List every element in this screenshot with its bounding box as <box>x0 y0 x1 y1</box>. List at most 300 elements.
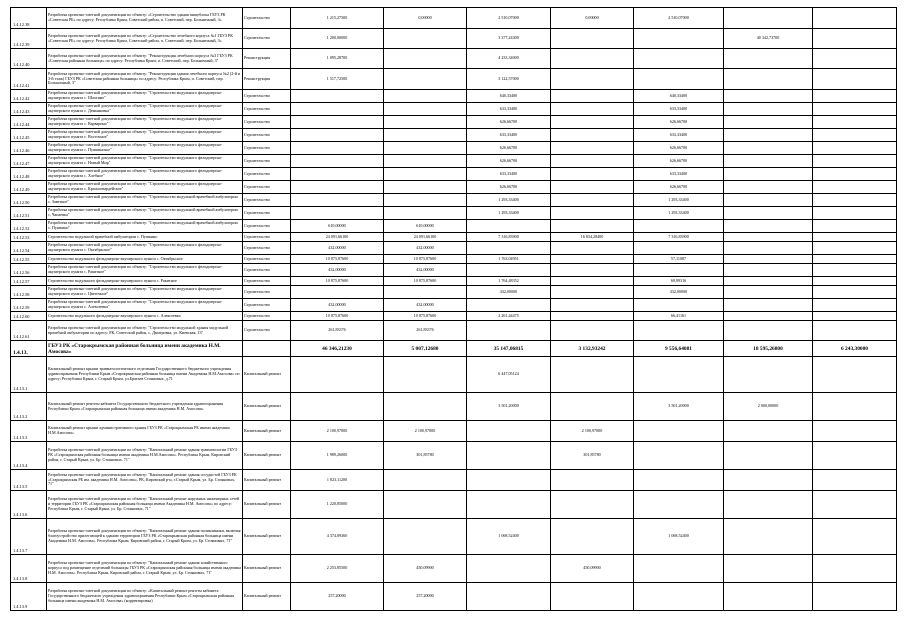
amount-cell: 1 293,33400 <box>634 207 724 220</box>
amount-cell: 2 000,00000 <box>724 393 813 421</box>
amount-cell <box>551 242 634 255</box>
amount-cell <box>724 286 813 299</box>
description-cell: Строительство модульного фельдшерско-акушерского пункта с. Ракитное <box>47 277 243 286</box>
row-number-cell: 1.4.13.1 <box>11 357 47 393</box>
work-type-cell: Реконструкция <box>243 49 291 69</box>
amount-cell <box>724 233 813 242</box>
amount-cell <box>724 103 813 116</box>
amount-cell: 40 342,73700 <box>724 29 813 49</box>
amount-cell <box>724 421 813 442</box>
table-row <box>11 583 897 611</box>
row-number-cell: 1.4.13. <box>11 341 47 357</box>
amount-cell: 3 377,24300 <box>467 29 551 49</box>
work-type-cell: Строительство <box>243 299 291 312</box>
amount-cell: 626,66700 <box>634 155 724 168</box>
description-cell: Разработка проектно-сметной документации по объекту: "Капитальный ремонт здания поликлиники, включая благоустройство прилегающей к зданию территории ГБУЗ РК «Старокрымская районная больница имени Академика Н.М. Амосова». Республика Крым, Кировский район, г. Старый Крым, ул. Бр. Стояновых, 71" <box>47 519 243 555</box>
amount-cell <box>634 242 724 255</box>
description-cell: Разработка проектно-сметной документации по объекту: "Капитальный ремонт здания травматологии ГБУЗ РК «Старокрымская районная больница имени академика Н.М.Амосова». Республика Крым, Кировский район, г. Старый Крым, ул. Бр. Стояновых, 71" <box>47 442 243 470</box>
amount-cell <box>813 421 897 442</box>
amount-cell: 57,11087 <box>634 255 724 264</box>
amount-cell <box>384 116 467 129</box>
description-cell: Разработка проектно-сметной документации по объекту: "Строительство модульного фельдшерско-акушерского пункта с. Красногвардейское" <box>47 181 243 194</box>
amount-cell <box>467 242 551 255</box>
row-number-cell: 1.4.12.56 <box>11 264 47 277</box>
amount-cell: 10 875,87600 <box>384 255 467 264</box>
amount-cell <box>551 155 634 168</box>
table-row <box>11 142 897 155</box>
work-type-cell: Строительство <box>243 286 291 299</box>
amount-cell <box>724 264 813 277</box>
amount-cell: 24 091,66100 <box>291 233 384 242</box>
amount-cell: 1 068,52400 <box>467 519 551 555</box>
amount-cell <box>634 49 724 69</box>
work-type-cell: Капитальный ремонт <box>243 470 291 491</box>
work-type-cell: Капитальный ремонт <box>243 442 291 470</box>
amount-cell <box>724 299 813 312</box>
amount-cell: 432,00000 <box>634 286 724 299</box>
amount-cell: 626,66700 <box>634 116 724 129</box>
work-type-cell: Строительство <box>243 255 291 264</box>
amount-cell <box>813 155 897 168</box>
amount-cell <box>551 220 634 233</box>
row-number-cell: 1.4.12.46 <box>11 142 47 155</box>
amount-cell <box>634 69 724 90</box>
amount-cell: 610,00000 <box>384 220 467 233</box>
table-row <box>11 168 897 181</box>
table-row <box>11 90 897 103</box>
row-number-cell: 1.4.12.51 <box>11 207 47 220</box>
description-cell: Разработка проектно-сметной документации по объекту: "Строительство модульного фельдшерско-акушерского пункта с. Восточное" <box>47 129 243 142</box>
work-type-cell: Строительство <box>243 233 291 242</box>
amount-cell: 3 132,93242 <box>551 341 634 357</box>
description-cell: Строительство модульной врачебной амбулатории с. Пушкино <box>47 233 243 242</box>
amount-cell: 626,66700 <box>467 116 551 129</box>
amount-cell: 16 834,28400 <box>551 233 634 242</box>
amount-cell <box>724 8 813 29</box>
amount-cell <box>467 264 551 277</box>
amount-cell <box>813 181 897 194</box>
table-row <box>11 264 897 277</box>
amount-cell <box>813 491 897 519</box>
description-cell: Разработка проектно-сметной документации по объекту: "Строительство модульного фельдшерско-акушерского пункта с. Пушкинское" <box>47 142 243 155</box>
table-row <box>11 321 897 341</box>
amount-cell: 1 764,48352 <box>467 277 551 286</box>
amount-cell <box>813 116 897 129</box>
amount-cell: 5 007,12680 <box>384 341 467 357</box>
amount-cell <box>384 103 467 116</box>
amount-cell <box>467 442 551 470</box>
amount-cell <box>813 519 897 555</box>
amount-cell: 2 253,85500 <box>291 555 384 583</box>
amount-cell: 432,00000 <box>384 299 467 312</box>
amount-cell <box>384 286 467 299</box>
row-number-cell: 1.4.12.40 <box>11 49 47 69</box>
amount-cell <box>384 357 467 393</box>
table-row <box>11 357 897 393</box>
amount-cell <box>813 194 897 207</box>
amount-cell <box>634 442 724 470</box>
amount-cell <box>551 168 634 181</box>
description-cell: Разработка проектно-сметной документации по объекту: "Строительство модульного фельдшерско-акушерского пункта с. Демьяновка" <box>47 103 243 116</box>
amount-cell: 2 510,07000 <box>467 8 551 29</box>
amount-cell <box>291 181 384 194</box>
table-row <box>11 277 897 286</box>
row-number-cell: 1.4.12.50 <box>11 194 47 207</box>
amount-cell: 2 100,97000 <box>384 421 467 442</box>
amount-cell <box>551 255 634 264</box>
description-cell: Строительство модульного фельдшерско-акушерского пункта с. Октябрьское <box>47 255 243 264</box>
amount-cell <box>724 312 813 321</box>
description-cell: Разработка проектно-сметной документации по объекту: "Строительство модульного фельдшерско-акушерского пункта с. Цветочное" <box>47 286 243 299</box>
work-type-cell: Строительство <box>243 90 291 103</box>
amount-cell: 633,33400 <box>634 168 724 181</box>
row-number-cell: 1.4.13.2 <box>11 393 47 421</box>
amount-cell <box>384 519 467 555</box>
amount-cell: 10 875,87600 <box>384 312 467 321</box>
amount-cell <box>551 277 634 286</box>
amount-cell: 1 068,52400 <box>634 519 724 555</box>
work-type-cell: Строительство <box>243 168 291 181</box>
amount-cell <box>813 255 897 264</box>
work-type-cell: Строительство <box>243 312 291 321</box>
row-number-cell: 1.4.12.44 <box>11 116 47 129</box>
amount-cell <box>813 393 897 421</box>
table-row <box>11 207 897 220</box>
work-type-cell: Строительство <box>243 129 291 142</box>
amount-cell <box>384 491 467 519</box>
budget-table <box>10 7 897 611</box>
amount-cell: 1 293,33400 <box>467 194 551 207</box>
amount-cell <box>724 470 813 491</box>
row-number-cell: 1.4.12.49 <box>11 181 47 194</box>
description-cell: Капитальный ремонт крыши административного здания ГБУЗ РК «Старокрымская РБ имени академика Н.М.Амосова» <box>47 421 243 442</box>
amount-cell: 626,66700 <box>634 181 724 194</box>
amount-cell <box>813 583 897 611</box>
amount-cell <box>724 491 813 519</box>
row-number-cell: 1.4.12.59 <box>11 299 47 312</box>
table-row <box>11 8 897 29</box>
amount-cell: 24 091,66100 <box>384 233 467 242</box>
amount-cell <box>291 393 384 421</box>
table-row <box>11 103 897 116</box>
amount-cell: 640,33400 <box>634 90 724 103</box>
amount-cell <box>291 357 384 393</box>
amount-cell <box>467 583 551 611</box>
amount-cell <box>724 277 813 286</box>
amount-cell: 301,85780 <box>384 442 467 470</box>
work-type-cell: Строительство <box>243 142 291 155</box>
amount-cell <box>813 277 897 286</box>
work-type-cell <box>243 341 291 357</box>
table-row <box>11 233 897 242</box>
amount-cell: 626,66700 <box>467 142 551 155</box>
row-number-cell: 1.4.13.5 <box>11 470 47 491</box>
amount-cell: 2 261,44475 <box>467 312 551 321</box>
description-cell: Разработка проектно-сметной документации по объекту: "Строительство модульного фельдшерско-акушерского пункта с. Алексеевка" <box>47 299 243 312</box>
amount-cell: 6 447,05124 <box>467 357 551 393</box>
amount-cell: 640,33400 <box>467 90 551 103</box>
row-number-cell: 1.4.12.60 <box>11 312 47 321</box>
table-body <box>11 8 897 611</box>
work-type-cell: Строительство <box>243 242 291 255</box>
amount-cell <box>724 442 813 470</box>
table-row <box>11 286 897 299</box>
row-number-cell: 1.4.12.47 <box>11 155 47 168</box>
amount-cell <box>724 321 813 341</box>
amount-cell <box>813 142 897 155</box>
amount-cell: 1 517,72500 <box>291 69 384 90</box>
row-number-cell: 1.4.13.3 <box>11 421 47 442</box>
amount-cell <box>551 90 634 103</box>
row-number-cell: 1.4.13.8 <box>11 555 47 583</box>
amount-cell <box>813 233 897 242</box>
amount-cell <box>467 491 551 519</box>
amount-cell: 257,20000 <box>291 583 384 611</box>
row-number-cell: 1.4.12.55 <box>11 255 47 264</box>
amount-cell <box>724 116 813 129</box>
amount-cell <box>813 312 897 321</box>
amount-cell: 450,09900 <box>551 555 634 583</box>
amount-cell <box>724 220 813 233</box>
amount-cell <box>551 312 634 321</box>
description-cell: Разработка проектно-сметной документации по объекту: "Строительство модульного фельдшерско-акушерского пункта с. Варварино" <box>47 116 243 129</box>
amount-cell: 1 763,04951 <box>467 255 551 264</box>
amount-cell <box>384 49 467 69</box>
amount-cell <box>551 207 634 220</box>
amount-cell <box>551 49 634 69</box>
work-type-cell: Реконструкция <box>243 69 291 90</box>
amount-cell <box>724 90 813 103</box>
amount-cell <box>813 49 897 69</box>
amount-cell <box>634 357 724 393</box>
amount-cell <box>724 129 813 142</box>
amount-cell: 0,00000 <box>551 8 634 29</box>
table-row <box>11 29 897 49</box>
row-number-cell: 1.4.12.53 <box>11 233 47 242</box>
description-cell: Разработка проектно-сметной документации по объекту: "Капитальный ремонт здания сосудистой ГБУЗ РК «Старокрымская РБ им. академика Н.М. Амосова», РК, Кировский р-н, г.Старый Крым, ул. Бр. Стояновых, 71" <box>47 470 243 491</box>
amount-cell <box>291 103 384 116</box>
amount-cell: 1 293,33400 <box>467 207 551 220</box>
amount-cell: 10 875,87600 <box>291 312 384 321</box>
table-row <box>11 299 897 312</box>
amount-cell <box>291 207 384 220</box>
amount-cell: 450,09900 <box>384 555 467 583</box>
row-number-cell: 1.4.12.38 <box>11 8 47 29</box>
table-row <box>11 519 897 555</box>
work-type-cell: Строительство <box>243 103 291 116</box>
description-cell: Разработка проектно-сметной документации по объекту: «Строительство лечебного корпуса №1 ГБУЗ РК «Советская РБ» по адресу: Республика Крым, Советский район, п. Советский, пер. Больничный, 3» <box>47 29 243 49</box>
amount-cell: 432,00000 <box>291 264 384 277</box>
amount-cell <box>634 421 724 442</box>
table-row <box>11 181 897 194</box>
amount-cell <box>724 142 813 155</box>
amount-cell <box>384 393 467 421</box>
work-type-cell: Строительство <box>243 220 291 233</box>
work-type-cell: Капитальный ремонт <box>243 583 291 611</box>
amount-cell <box>291 142 384 155</box>
amount-cell <box>551 393 634 421</box>
work-type-cell: Капитальный ремонт <box>243 393 291 421</box>
amount-cell: 1 293,33400 <box>634 194 724 207</box>
amount-cell: 0,00000 <box>384 8 467 29</box>
amount-cell <box>813 129 897 142</box>
table-row <box>11 194 897 207</box>
amount-cell <box>813 242 897 255</box>
amount-cell <box>634 491 724 519</box>
work-type-cell: Строительство <box>243 264 291 277</box>
description-cell: Капитальный ремонт крыши травматологического отделения Государственного бюджетного учреждения здравоохранения Республики Крым «Старокрымская районная больница имени Академика Н.М.Амосова» по адресу: Республика Крым, г. Старый Крым, ул.Братьев Стояновых, д.71 <box>47 357 243 393</box>
table-row <box>11 49 897 69</box>
amount-cell <box>551 181 634 194</box>
amount-cell: 7 316,83900 <box>467 233 551 242</box>
description-cell: Разработка проектно-сметной документации по объекту: "Строительство модульного фельдшерско-акушерского пункта с. Октябрьское" <box>47 242 243 255</box>
amount-cell: 18 595,26800 <box>724 341 813 357</box>
amount-cell: 2 100,97000 <box>551 421 634 442</box>
amount-cell <box>551 583 634 611</box>
amount-cell <box>291 194 384 207</box>
work-type-cell: Строительство <box>243 181 291 194</box>
description-cell: Разработка проектно-сметной документации по объекту: "Реконструкция здания лечебного корпуса №2 (2-й и 3-й этаж) ГБУЗ РК «Советская районная больница» по адресу: Республика Крым, п. Советский, пер. Больничный, 3" <box>47 69 243 90</box>
amount-cell <box>384 470 467 491</box>
document-page <box>10 7 896 611</box>
amount-cell: 1 200,00000 <box>291 29 384 49</box>
amount-cell <box>291 90 384 103</box>
row-number-cell: 1.4.12.61 <box>11 321 47 341</box>
amount-cell <box>291 286 384 299</box>
amount-cell <box>724 155 813 168</box>
amount-cell <box>813 168 897 181</box>
row-number-cell: 1.4.12.57 <box>11 277 47 286</box>
amount-cell <box>384 181 467 194</box>
amount-cell: 6 243,30000 <box>813 341 897 357</box>
amount-cell <box>813 321 897 341</box>
work-type-cell: Капитальный ремонт <box>243 357 291 393</box>
description-cell: Разработка проектно-сметной документации по объекту: «Строительство здания пищеблока ГБУЗ РК «Советская РБ» по адресу: Республика Крым, Советский район, п. Советский, пер. Больничный, 3» <box>47 8 243 29</box>
amount-cell: 10 875,87600 <box>291 277 384 286</box>
amount-cell <box>813 8 897 29</box>
amount-cell <box>467 321 551 341</box>
amount-cell <box>634 264 724 277</box>
amount-cell <box>813 103 897 116</box>
amount-cell <box>724 194 813 207</box>
amount-cell <box>813 286 897 299</box>
amount-cell: 46 346,21230 <box>291 341 384 357</box>
table-row <box>11 116 897 129</box>
amount-cell: 66,41161 <box>634 312 724 321</box>
description-cell: ГБУЗ РК «Старокрымская районная больница имени академика Н.М. Амосова» <box>47 341 243 357</box>
table-row <box>11 491 897 519</box>
amount-cell <box>813 220 897 233</box>
amount-cell <box>551 142 634 155</box>
amount-cell <box>551 29 634 49</box>
description-cell: Разработка проектно-сметной документации по объекту: "Строительство модульного фельдшерско-акушерского пункта с. Хлебное" <box>47 168 243 181</box>
amount-cell: 69,99316 <box>634 277 724 286</box>
amount-cell <box>551 491 634 519</box>
amount-cell <box>813 555 897 583</box>
amount-cell <box>724 168 813 181</box>
description-cell: Разработка проектно-сметной документации по объекту: "Капитальный ремонт здания хозяйственного корпуса под размещение отделений больницы ГБУЗ РК «Старокрымская районная больница имени академика Н.М. Амосова». Республика Крым, Кировский район, г. Старый Крым, ул. Бр. Стояновых, 71" <box>47 555 243 583</box>
amount-cell <box>724 207 813 220</box>
description-cell: Разработка проектно-сметной документации по объекту: "Строительство модульной врачебной амбулатории с. Чапаевка" <box>47 207 243 220</box>
amount-cell <box>551 321 634 341</box>
work-type-cell: Строительство <box>243 194 291 207</box>
description-cell: Разработка проектно-сметной документации по объекту: "Строительство модульного фельдшерско-акушерского пункта с. Ракитное" <box>47 264 243 277</box>
work-type-cell: Капитальный ремонт <box>243 491 291 519</box>
amount-cell: 261,83376 <box>291 321 384 341</box>
row-number-cell: 1.4.12.42 <box>11 90 47 103</box>
work-type-cell: Строительство <box>243 29 291 49</box>
row-number-cell: 1.4.12.54 <box>11 242 47 255</box>
description-cell: Разработка проектно-сметной документации по объекту: "Строительство модульной здания модульной врачебной амбулатории по адресу: РК, Советский район, с. Дмитровка, ул. Киевская, 13" <box>47 321 243 341</box>
row-number-cell: 1.4.12.41 <box>11 69 47 90</box>
amount-cell <box>634 583 724 611</box>
amount-cell: 261,83376 <box>384 321 467 341</box>
amount-cell <box>551 470 634 491</box>
amount-cell: 4 374,09360 <box>291 519 384 555</box>
amount-cell <box>813 207 897 220</box>
amount-cell <box>551 286 634 299</box>
table-row <box>11 155 897 168</box>
amount-cell: 3 501,20000 <box>467 393 551 421</box>
table-row <box>11 470 897 491</box>
amount-cell: 2 100,97000 <box>291 421 384 442</box>
table-row <box>11 442 897 470</box>
amount-cell <box>291 129 384 142</box>
amount-cell: 1 215,27500 <box>291 8 384 29</box>
amount-cell: 2 510,07000 <box>634 8 724 29</box>
amount-cell: 1 095,28700 <box>291 49 384 69</box>
row-number-cell: 1.4.12.48 <box>11 168 47 181</box>
amount-cell <box>813 299 897 312</box>
amount-cell <box>384 90 467 103</box>
work-type-cell: Капитальный ремонт <box>243 519 291 555</box>
amount-cell <box>813 264 897 277</box>
amount-cell: 633,33400 <box>467 103 551 116</box>
amount-cell <box>291 116 384 129</box>
amount-cell: 626,66700 <box>634 142 724 155</box>
amount-cell <box>724 49 813 69</box>
table-row <box>11 312 897 321</box>
amount-cell: 610,00000 <box>291 220 384 233</box>
table-row <box>11 242 897 255</box>
amount-cell <box>384 207 467 220</box>
amount-cell <box>467 470 551 491</box>
amount-cell: 432,00000 <box>291 242 384 255</box>
amount-cell <box>813 357 897 393</box>
amount-cell <box>724 357 813 393</box>
amount-cell <box>467 555 551 583</box>
amount-cell <box>724 583 813 611</box>
description-cell: Разработка проектно-сметной документации по объекту: "Строительство модульной врачебной амбулатории с. Пушкино" <box>47 220 243 233</box>
amount-cell <box>551 103 634 116</box>
row-number-cell: 1.4.13.9 <box>11 583 47 611</box>
amount-cell <box>724 242 813 255</box>
amount-cell <box>291 168 384 181</box>
amount-cell: 1 220,85000 <box>291 491 384 519</box>
amount-cell <box>384 69 467 90</box>
row-number-cell: 1.4.12.43 <box>11 103 47 116</box>
amount-cell: 3 501,20000 <box>634 393 724 421</box>
description-cell: Разработка проектно-сметной документации по объекту: "Строительство модульного фельдшерско-акушерского пункта с. Новый Мир" <box>47 155 243 168</box>
work-type-cell: Капитальный ремонт <box>243 555 291 583</box>
amount-cell <box>551 299 634 312</box>
table-row <box>11 421 897 442</box>
amount-cell: 633,33400 <box>634 129 724 142</box>
description-cell: Разработка проектно-сметной документации по объекту: "Капитальный ремонт наружных инженерных сетей и территории ГБУЗ РК «Старокрымская районная больница имени Академика Н.М. Амосова» по адресу: Республика Крым, г. Старый Крым, ул. Бр. Стояновых, 71" <box>47 491 243 519</box>
amount-cell <box>551 69 634 90</box>
amount-cell: 633,33400 <box>467 168 551 181</box>
amount-cell <box>384 168 467 181</box>
